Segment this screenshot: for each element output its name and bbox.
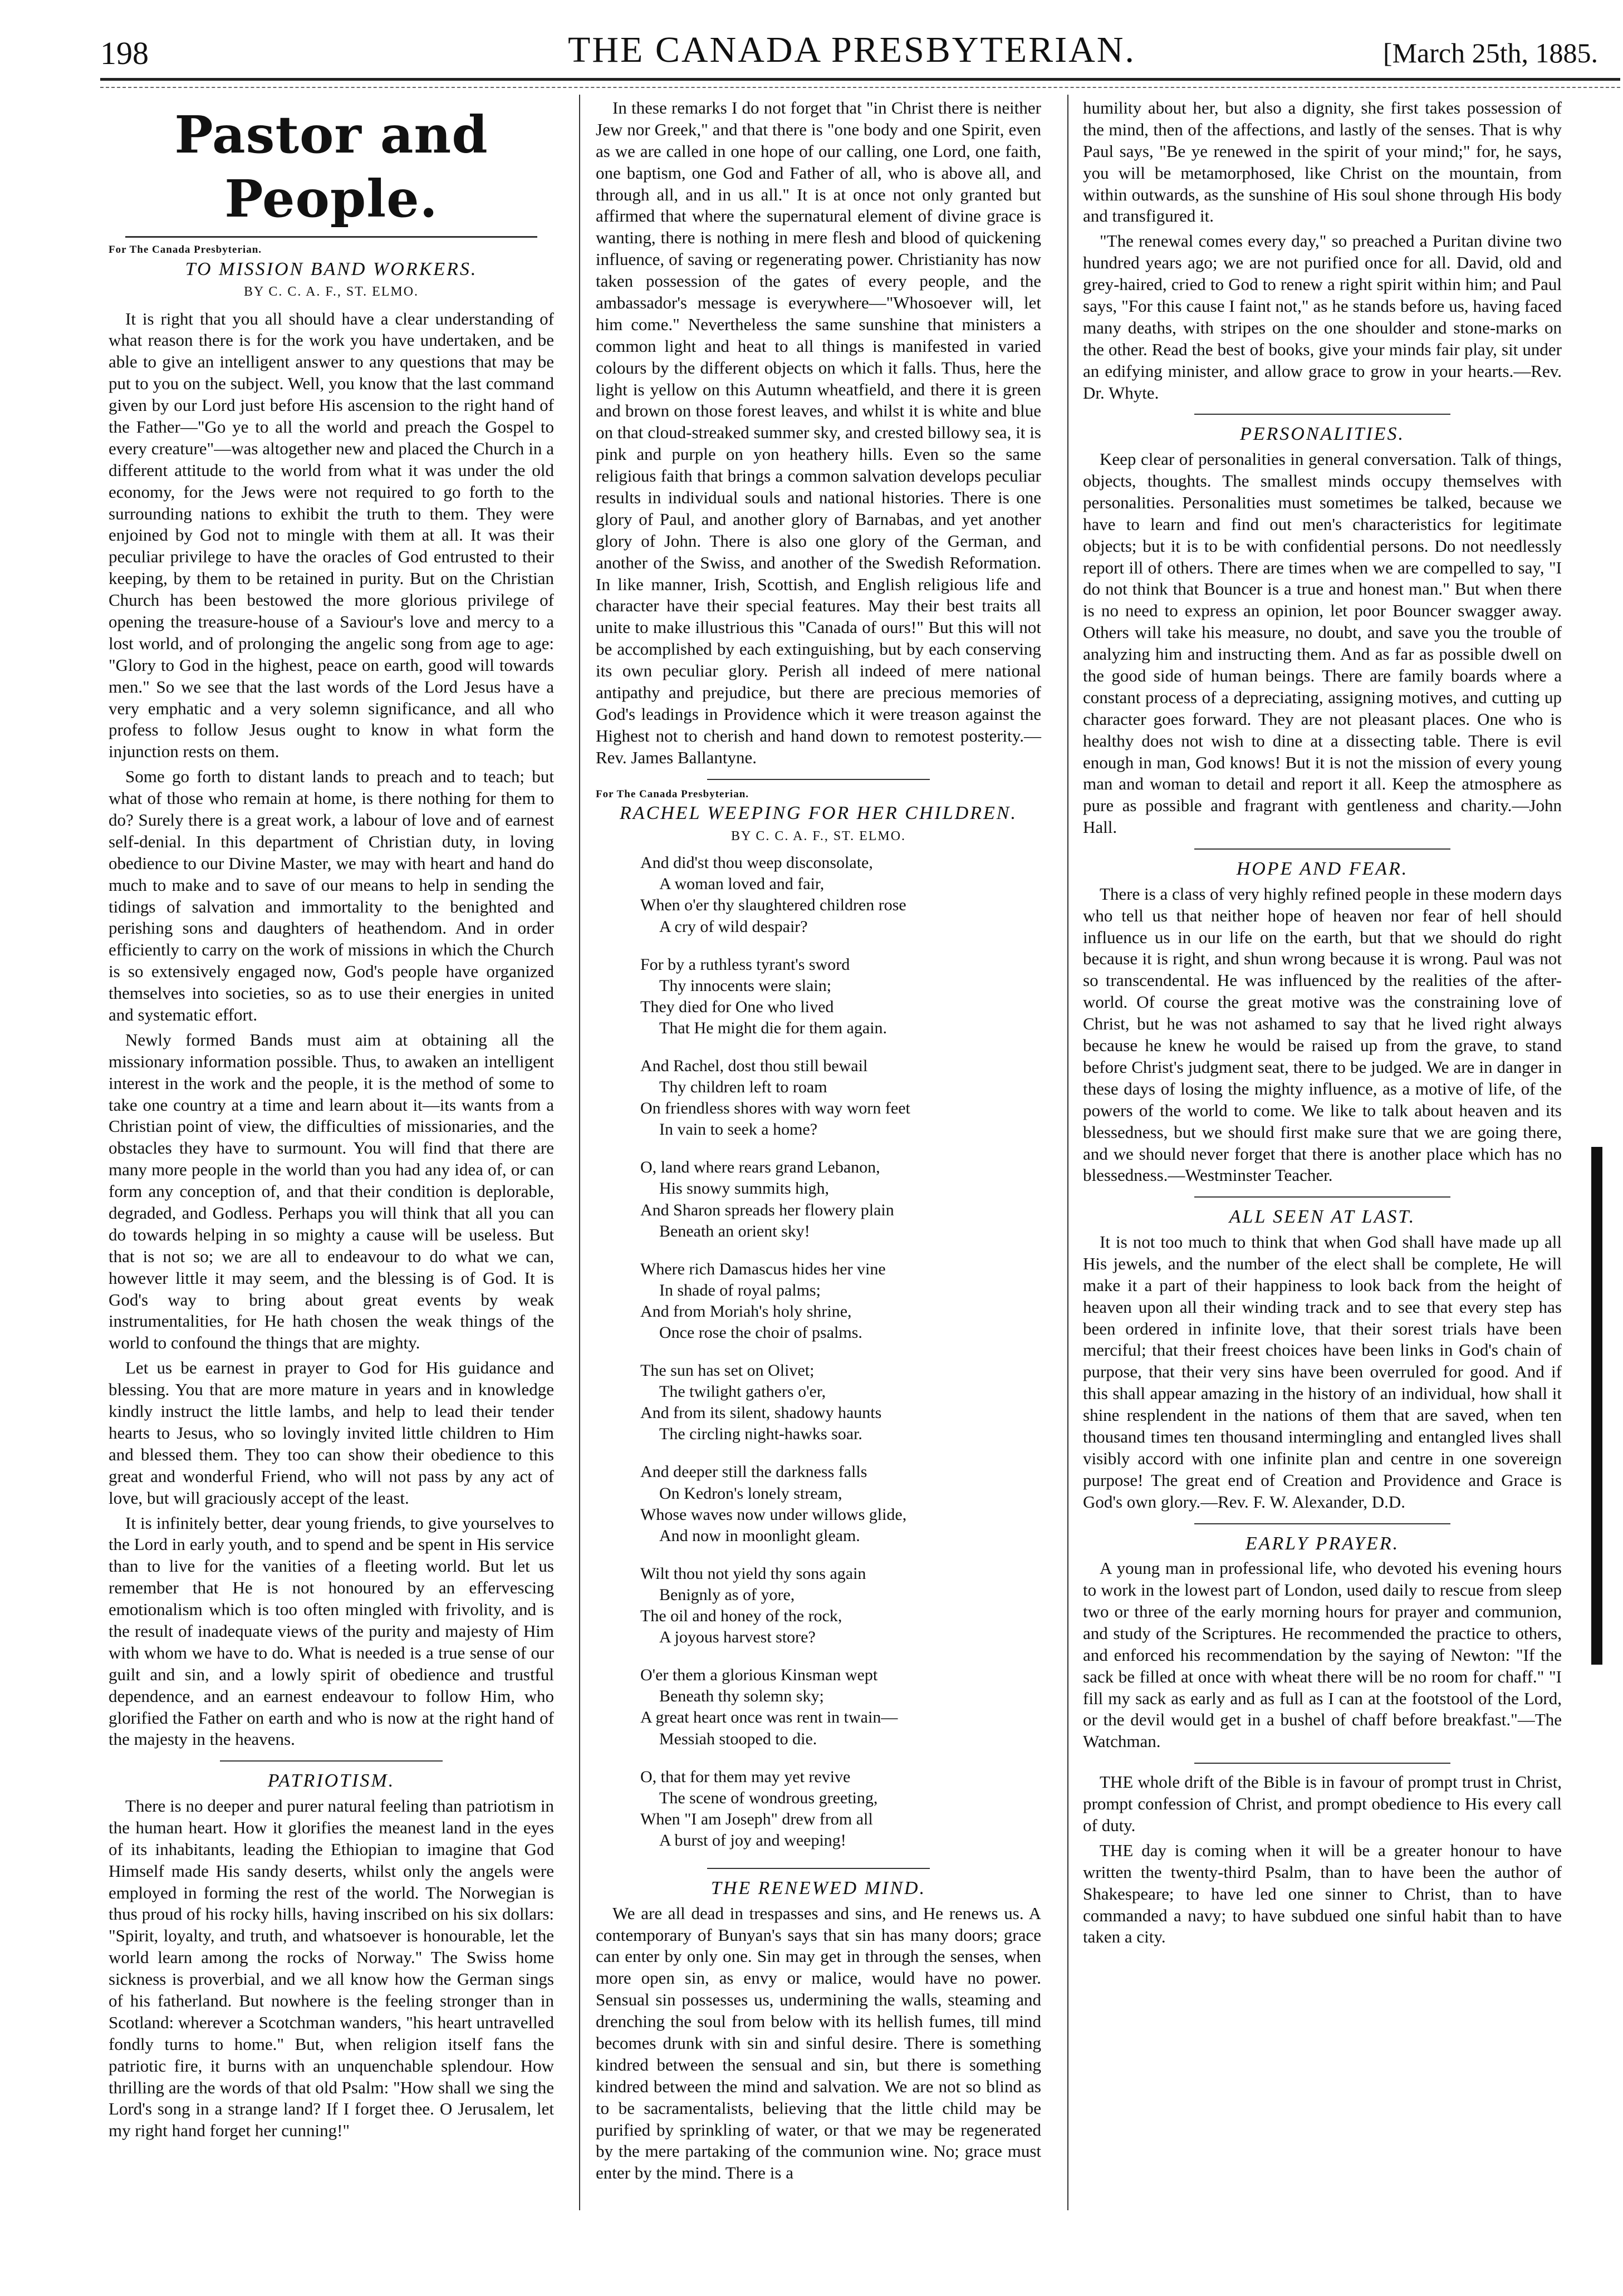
newspaper-title: THE CANADA PRESBYTERIAN.: [568, 30, 1136, 70]
issue-date: [March 25th, 1885.: [1382, 37, 1598, 68]
paragraph: We are all dead in trespasses and sins, and He renews us. A contemporary of Bunyan's says that sin has many doors; grace can enter by only one. Sin may get in through the senses, when more open sin, as envy or malice, would have no power. Sensual sin possesses us, undermining the walls, steaming and drenching the soul from below with its hellish fumes, till mind becomes drunk with sin and sinful desire. There is something kindred between the sensual and sin, but there is something kindred between the mind and salvation. We are not so blind as to be sacramentalists, believing that the little child may be purified by sprinkling of water, or that we may be regenerated by the mere partaking of the communion wine. No; grace must enter by the mind. There is a: [596, 1903, 1041, 2183]
poem-line: The twilight gathers o'er,: [659, 1382, 826, 1401]
column-3: [1083, 97, 1562, 1951]
paragraph: "The renewal comes every day," so preached a Puritan divine two hundred years ago; we are not purified once for all. David, old and grey-haired, cried to God to renew a right spirit within him; and Paul says, "For this cause I faint not," as he stands before us, having faced many deaths, with stripes on the one shoulder and stone-marks on the other. Read the best of books, give your minds fair play, sit under an edifying minister, and allow grace to grow in your hearts.—Rev. Dr. Whyte.: [1083, 231, 1562, 403]
poem-line: A burst of joy and weeping!: [659, 1831, 846, 1849]
poem-line: A great heart once was rent in twain—: [640, 1708, 898, 1727]
poem-line: The scene of wondrous greeting,: [659, 1788, 878, 1807]
paragraph: There is a class of very highly refined people in these modern days who tell us that neither hope of heaven nor fear of hell should influence us in our life on the earth, but that we should do right because it is right, and shun wrong because it is wrong. Paul was not so transcendental. He was influenced by the realities of the after-world. Of course the great motive was the constraining love of Christ, but he was not ashamed to say that he lived right always because he knew he would be raised up from the grave, to stand before Christ's judgment seat, there to be judged. We are in danger in these days of losing the mighty influence, as a motive of life, of the powers of the world to come. We like to talk about heaven and its blessedness, but we should first make sure that we are going there, and we should never forget that there is another place which has no blessedness.—Westminster Teacher.: [1083, 884, 1562, 1185]
paragraph: Some go forth to distant lands to preach and to teach; but what of those who remain at home, is there nothing for them to do? Surely there is a great work, a labour of love and of earnest self-denial. In this department of Christian duty, in loving obedience to our Divine Master, we may with heart and hand do much to make and to save of our means to help in sending the tidings of salvation and immortality to the benighted and perishing sons and daughters of heathendom. And in order efficiently to carry on the work of missions in which the Church is so extensively engaged now, God's people have organized themselves into societies, so as to use their energies in united and systematic effort.: [109, 767, 554, 1025]
paragraph: There is no deeper and purer natural feeling than patriotism in the human heart. How it glorifies the meanest land in the eyes of its inhabitants, leading the Ethiopian to imagine that God Himself made His sandy deserts, whilst only the angels were employed in forming the rest of the world. The Norwegian is thus proud of his rocky hills, having inscribed on his six dollars: "Spirit, loyalty, and truth, and whatsoever is honourable, let the world learn among the rocks of Norway." The Swiss home sickness is proverbial, and we all know how the German sings of his fatherland. But nowhere is the feeling stronger than in Scotland: wherever a Scotchman wanders, "his heart untravelled fondly turns to home." But, when religion itself fans the patriotic fire, it burns with an unquenchable splendour. How thrilling are the words of that old Psalm: "How shall we sing the Lord's song in a strange land? If I forget thee. O Jerusalem, let my right hand forget her cunning!": [109, 1795, 554, 2141]
paragraph: Newly formed Bands must aim at obtaining all the missionary information possible. Thus, to awaken an intelligent interest in the work and the people, it is the method of some to take one country at a time and learn about it—its wants from a Christian point of view, the difficulties of missionaries, and the obstacles they have to surmount. You will find that there are many more people in the world than you had any idea of, or can form any conception of, and that their condition is deplorable, degraded, and Godless. Perhaps you will think that all you can do towards helping in so mighty a cause will be useless. But that is not so; we are all to endeavour to do what we can, however little it may seem, and the blessing is of God. It is God's way to bring about great events by weak instrumentalities, for He hath chosen the weak things of the world to confound the things that are mighty.: [109, 1029, 554, 1353]
divider: [707, 779, 930, 780]
poem-line: Wilt thou not yield thy sons again: [640, 1564, 866, 1583]
paragraph: It is not too much to think that when God shall have made up all His jewels, and the number of the elect shall be complete, He will make it a part of their happiness to look back from the height of heaven upon all their winding track and to see that every step has been ordered in infinite love, that their sorest trials have been merciful; that their freest choices have been links in God's chain of purpose, that their very sins have been overruled for good. And if this shall appear amazing in the history of an individual, how shall it shine resplendent in the nations of them that are saved, when ten thousand times ten thousand intermingling and entangled lives shall visibly accord with one infinite plan and centre in one sovereign purpose! The great end of Creation and Providence and Grace is God's own glory.—Rev. F. W. Alexander, D.D.: [1083, 1232, 1562, 1512]
poem-line: The oil and honey of the rock,: [640, 1607, 842, 1626]
poem-line: When "I am Joseph" drew from all: [640, 1809, 873, 1828]
poem-stanza: [640, 954, 1041, 1039]
poem-line: On friendless shores with way worn feet: [640, 1099, 910, 1118]
divider: [1194, 848, 1450, 850]
poem-stanza: [640, 1157, 1041, 1242]
article-title: PATRIOTISM.: [267, 1770, 395, 1792]
divider: [1194, 414, 1450, 415]
poem-line: And from its silent, shadowy haunts: [640, 1404, 882, 1422]
poem-line: Once rose the choir of psalms.: [659, 1323, 862, 1342]
note-paragraph: THE whole drift of the Bible is in favour of prompt trust in Christ, prompt confession of Christ, and prompt obedience to His every call of duty.: [1083, 1772, 1562, 1835]
poem-line: And did'st thou weep disconsolate,: [640, 853, 873, 872]
poem-stanza: [640, 1056, 1041, 1140]
byline: BY C. C. A. F., ST. ELMO.: [243, 284, 419, 300]
poem-line: And now in moonlight gleam.: [659, 1526, 860, 1545]
poem-line: Thy innocents were slain;: [659, 976, 832, 995]
poem-line: Whose waves now under willows glide,: [640, 1505, 907, 1524]
poem-stanza: [640, 1563, 1041, 1648]
article-title: PERSONALITIES.: [1239, 424, 1405, 445]
poem-line: And deeper still the darkness falls: [640, 1463, 867, 1481]
poem-line: In shade of royal palms;: [659, 1281, 821, 1299]
note-paragraph: THE day is coming when it will be a greater honour to have written the twenty-third Psalm, than to have been the author of Shakespeare; to have led one sinner to Christ, than to have commanded a navy; to have subdued one sinful habit than to have taken a city.: [1083, 1840, 1562, 1947]
poem-line: Beneath thy solemn sky;: [659, 1687, 824, 1706]
poem-line: O'er them a glorious Kinsman wept: [640, 1666, 878, 1685]
header-rule: [100, 78, 1620, 81]
poem-line: On Kedron's lonely stream,: [659, 1484, 842, 1503]
poem-line: And from Moriah's holy shrine,: [640, 1302, 852, 1321]
for-line: For The Canada Presbyterian.: [109, 243, 262, 256]
paragraph: Let us be earnest in prayer to God for His guidance and blessing. You that are more mature in years and in knowledge kindly instruct the little lambs, and help to lead their tender hearts to Jesus, who so lovingly invited little children to Him and blessed them. They too can show their obedience to this great and wonderful Friend, who will not pass by any act of love, but will graciously accept of the least.: [109, 1358, 554, 1508]
poem-line: Beneath an orient sky!: [659, 1221, 810, 1240]
poem-stanza: [640, 1665, 1041, 1749]
page-header: [100, 29, 1604, 90]
paragraph: It is infinitely better, dear young friends, to give yourselves to the Lord in early youth, and to spend and be spent in His service than to live for the vanities of a fleeting world. But let us remember that He is not honoured by an effervescing emotionalism which is too often mingled with frivolity, and is the result of inadequate views of the purity and majesty of Him with whom we have to do. What is needed is a true sense of our guilt and sin, and a lowly spirit of obedience and trustful dependence, and an earnest endeavour to follow Him, who glorified the Father on earth and who is now at the right hand of the majesty in the heavens.: [109, 1513, 554, 1749]
poem-line: A cry of wild despair?: [659, 917, 808, 936]
paragraph: A young man in professional life, who devoted his evening hours to work in the lowest part of London, used daily to rescue from sleep two or three of the early morning hours for prayer and communion, and study of the Scriptures. He recommended the practice to others, and enforced his recommendation by the saying of Newton: "If the sack be filled at once with wheat there will be no room for chaff." "I fill my sack as early and as full as I can at the footstool of the Lord, or the devil would get in a bushel of chaff before breakfast."—The Watchman.: [1083, 1558, 1562, 1752]
poem-stanza: [640, 1360, 1041, 1445]
paragraph: Keep clear of personalities in general conversation. Talk of things, objects, thoughts. The smallest minds occupy themselves with personalities. Personalities must sometimes be talked, because we have to learn and find out men's characteristics for legitimate objects; but it is to be with confidential persons. Do not needlessly report ill of others. There are times when we are compelled to say, "I do not think that Bouncer is a true and honest man." But when there is no need to express an opinion, let poor Bouncer swagger away. Others will take his measure, no doubt, and save you the trouble of analyzing him and instructing them. And as far as possible dwell on the good side of human beings. There are family boards where a constant process of a depreciating, assigning motives, and cutting up character goes forward. They are not pleasant places. One who is healthy does not wish to dine at a dissecting table. There is evil enough in man, God knows! But it is not the mission of every young man and woman to detail and report it all. Keep the atmosphere as pure as possible and fragrant with gentleness and charity.—John Hall.: [1083, 449, 1562, 837]
poem-stanza: [640, 852, 1041, 937]
page-number: 198: [100, 35, 149, 71]
poem-line: The circling night-hawks soar.: [659, 1425, 862, 1444]
poem-line: Messiah stooped to die.: [659, 1729, 817, 1748]
poem-line: A woman loved and fair,: [659, 875, 825, 894]
poem-title: RACHEL WEEPING FOR HER CHILDREN.: [620, 803, 1017, 824]
poem-line: They died for One who lived: [640, 997, 834, 1016]
paragraph: It is right that you all should have a clear understanding of what reason there is for the work you have undertaken, and be able to give an intelligent answer to any questions that may be put to you on the subject. Well, you know that the last command given by our Lord just before His ascension to the right hand of the Father—"Go ye to all the world and preach the Gospel to every creature"—was altogether new and placed the Church in a different attitude to the world from what it was under the old economy, for the Jews were not required to go forth to the surrounding nations to exhibit the truth to them. They were enjoined by God not to mingle with them at all. It was their peculiar privilege to have the oracles of God entrusted to their keeping, by them to be retained in purity. But on the Christian Church has been bestowed the more glorious privilege of opening the treasure-house of a Saviour's love and mercy to a lost world, and of prolonging the angelic song from age to age: "Glory to God in the highest, peace on earth, good will towards men." So we see that the last words of the Lord Jesus have a very emphatic and a very solemn significance, and all who profess to follow Jesus ought to know in what form the injunction rests on them.: [109, 308, 554, 762]
poem-line: For by a ruthless tyrant's sword: [640, 955, 850, 974]
article-title: EARLY PRAYER.: [1245, 1533, 1400, 1554]
byline: BY C. C. A. F., ST. ELMO.: [730, 829, 906, 844]
poem-line: The sun has set on Olivet;: [640, 1361, 815, 1380]
column-divider: [579, 95, 580, 2210]
poem-line: O, land where rears grand Lebanon,: [640, 1158, 880, 1177]
divider: [125, 236, 537, 238]
article-title: TO MISSION BAND WORKERS.: [185, 258, 478, 279]
poem: [640, 852, 1041, 1851]
poem-line: Benignly as of yore,: [659, 1585, 795, 1604]
margin-mark: [1591, 1147, 1602, 1665]
poem-stanza: [640, 1461, 1041, 1546]
divider: [1194, 1196, 1450, 1198]
divider: [1194, 1763, 1450, 1764]
paragraph: humility about her, but also a dignity, she first takes possession of the mind, then of the affections, and lastly of the senses. That is why Paul says, "Be ye renewed in the spirit of your mind;" for, he says, you will be metamorphosed, like Christ on the mountain, from within outwards, as the sunshine of His soul shone through His body and transfigured it.: [1083, 98, 1562, 226]
article-title: ALL SEEN AT LAST.: [1229, 1206, 1416, 1228]
poem-line: In vain to seek a home?: [659, 1120, 818, 1139]
poem-line: And Sharon spreads her flowery plain: [640, 1200, 894, 1219]
article-body: [109, 308, 554, 1751]
poem-line: Thy children left to roam: [659, 1078, 827, 1097]
poem-line: Where rich Damascus hides her vine: [640, 1259, 886, 1278]
column-1: [109, 97, 554, 2145]
poem-stanza: [640, 1767, 1041, 1851]
poem-line: His snowy summits high,: [659, 1179, 830, 1198]
poem-line: And Rachel, dost thou still bewail: [640, 1056, 868, 1075]
section-title: Pastor and People.: [174, 105, 488, 229]
divider: [1194, 1523, 1450, 1524]
poem-line: A joyous harvest store?: [659, 1628, 816, 1647]
poem-line: When o'er thy slaughtered children rose: [640, 896, 906, 915]
poem-line: That He might die for them again.: [659, 1018, 887, 1037]
column-divider: [1067, 95, 1068, 2210]
poem-stanza: [640, 1259, 1041, 1343]
article-title: THE RENEWED MIND.: [710, 1877, 926, 1898]
column-2: [596, 97, 1041, 2187]
divider: [707, 1868, 930, 1869]
divider: [220, 1760, 443, 1762]
paragraph: In these remarks I do not forget that "in Christ there is neither Jew nor Greek," and that there is "one body and one Spirit, even as we are called in one hope of our calling, one Lord, one faith, one baptism, one God and Father of all, who is above all, and through all, and in us all." It is at once not only granted but affirmed that where the supernatural element of divine grace is wanting, there is nothing in mere flesh and blood of quickening influence, of saving or regenerating power. Christianity has now taken possession of the gates of every people, and the ambassador's message is everywhere—"Whosoever will, let him come." Nevertheless the same sunshine that ministers a common light and heat to all things is manifested in varied colours by the different objects on which it falls. Thus, here the light is yellow on this Autumn wheatfield, and there it is green and brown on those forest leaves, and whilst it is white and blue on that cloud-streaked summer sky, and crested billowy sea, it is pink and purple on yon heathery hills. Even so the same religious faith that brings a common salvation develops peculiar results in individual souls and national histories. There is one glory of Paul, and another glory of Barnabas, and yet another glory of John. There is also one glory of the German, and another of the Swiss, and another of the Swedish Reformation. In like manner, Irish, Scottish, and English religious life and character have their special features. May their best traits all unite to make illustrious this "Canada of ours!" But this will not be accomplished by each extinguishing, but by each conserving its own peculiar glory. Perish all indeed of mere national antipathy and prejudice, but there are precious memories of God's leadings in Providence which it were treason against the Highest not to cherish and hand down to remotest posterity.—Rev. James Ballantyne.: [596, 98, 1041, 767]
header-rule-dashed: [100, 87, 1620, 88]
for-line: For The Canada Presbyterian.: [596, 788, 749, 800]
poem-line: O, that for them may yet revive: [640, 1767, 851, 1786]
article-title: HOPE AND FEAR.: [1236, 858, 1409, 880]
